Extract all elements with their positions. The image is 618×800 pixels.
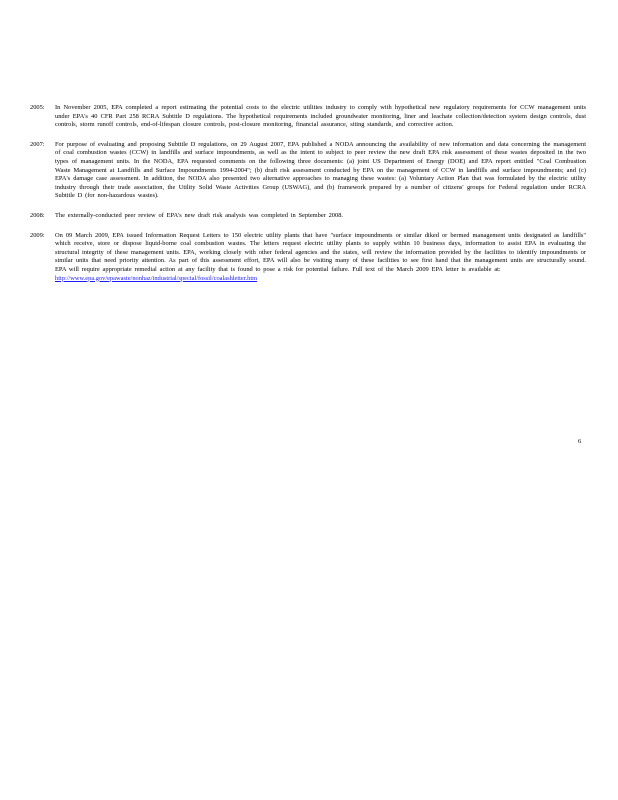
epa-letter-link[interactable]: http://www.epa.gov/epawaste/nonhaz/industrial/special/fossil/coalashletter.htm [55,274,258,282]
entry-text: On 09 March 2009, EPA issued Information Request Letters to 150 electric utility plants that have "surface impoundments or similar diked or bermed management units designated as landfills" which receive, store or dispose liquid-borne coal combustion wastes. The letters request electric utility plants to supply within 10 business days, information to assist EPA in evaluating the structural integrity of these management units. EPA, working closely with other federal agencies and the states, will review the information provided by the facilities to identify impoundments or similar units that need priority attention. As part of this assessment effort, EPA will also be visiting many of these facilities to see first hand that the management units are structurally sound. EPA will require appropriate remedial action at any facility that is found to pose a risk for potential failure. Full text of the March 2009 EPA letter is available at: [55,231,586,273]
timeline-entry-2009 [30,232,586,284]
page-number: 6 [578,438,582,445]
entry-text: The externally-conducted peer review of EPA's new draft risk analysis was completed in September 2008. [55,211,343,219]
timeline-entries [30,104,586,294]
entry-year: 2008: [30,211,45,219]
entry-text: For purpose of evaluating and proposing Subtitle D regulations, on 29 August 2007, EPA published a NODA announcing the availability of new information and data concerning the management of coal combustion wastes (CCW) in landfills and surface impoundments, as well as the intent to subject to peer review the new draft EPA risk assessment of these wastes deposited in the two types of management units. In the NODA, EPA requested comments on the following three documents: (a) joint US Department of Energy (DOE) and EPA report entitled "Coal Combustion Waste Management at Landfills and Surface Impoundments 1994-2004"; (b) draft risk assessment conducted by EPA on the management of CCW in landfills and surface impoundments; and (c) EPA's damage case assessment. In addition, the NODA also presented two alternative approaches to managing these wastes: (a) Voluntary Action Plan that was formulated by the electric utility industry through their trade association, the Utility Solid Waste Activities Group (USWAG), and (b) framework prepared by a number of citizens' groups for Federal regulation under RCRA Subtitle D (for non-hazardous wastes). [55,140,586,200]
timeline-entry-2005 [30,104,586,130]
entry-text: In November 2005, EPA completed a report estimating the potential costs to the electric utilities industry to comply with hypothetical new regulatory requirements for CCW management units under EPA's 40 CFR Part 258 RCRA Subtitle D regulations. The hypothetical requirements included groundwater monitoring, liner and leachate collection/detection system design controls, dust controls, storm runoff controls, end-of-lifespan closure controls, post-closure monitoring, financial assurance, siting standards, and corrective action. [55,104,586,129]
timeline-entry-2007 [30,141,586,201]
entry-year: 2005: [30,104,45,111]
timeline-entry-2008 [30,212,586,221]
entry-year: 2007: [30,140,45,148]
entry-body [55,232,586,284]
entry-year: 2009: [30,231,45,239]
